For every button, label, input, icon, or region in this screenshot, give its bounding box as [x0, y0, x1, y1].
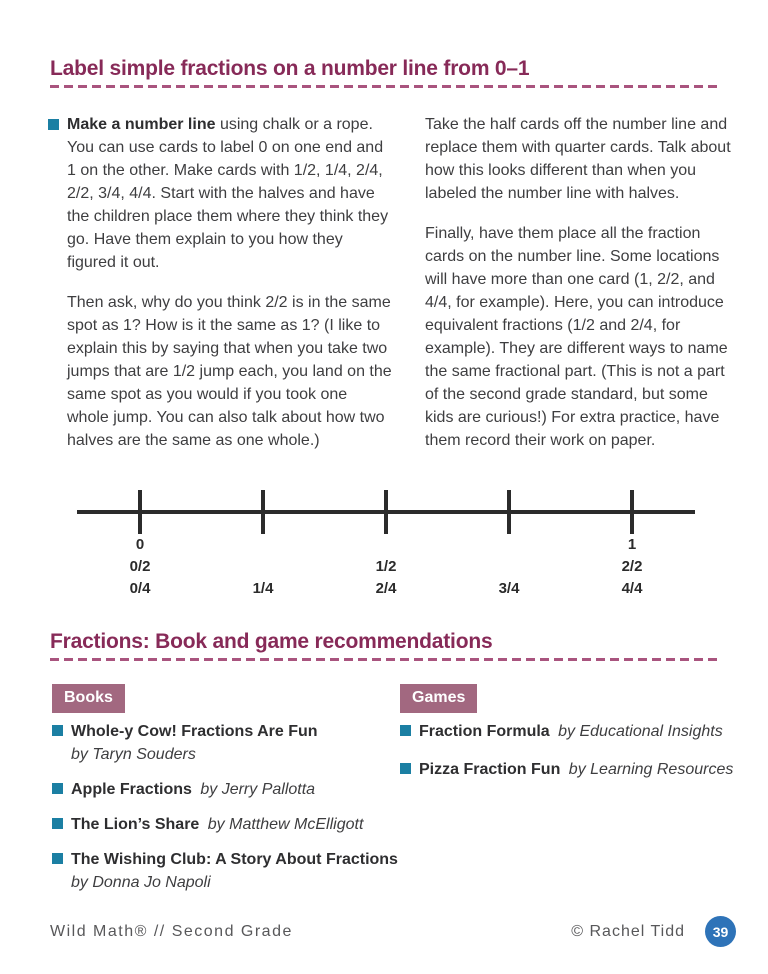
- number-line-figure: [0, 488, 768, 600]
- square-bullet-icon: [52, 818, 63, 829]
- tick-label: 0: [135, 536, 145, 553]
- left-column: [48, 113, 392, 469]
- tick-labels-1: [223, 534, 303, 600]
- square-bullet-icon: [52, 783, 63, 794]
- footer-book-title: Wild Math® // Second Grade: [50, 922, 293, 940]
- footer-copyright: © Rachel Tidd: [571, 922, 685, 940]
- game-list-item: [400, 720, 742, 743]
- tick-label: 3/4: [498, 580, 520, 597]
- book-title: Apple Fractions: [71, 781, 192, 798]
- game-title: Fraction Formula: [419, 723, 550, 740]
- book-list-item: [52, 813, 400, 836]
- dashed-divider: [50, 658, 718, 661]
- book-list-item: [52, 778, 400, 801]
- games-badge: Games: [400, 684, 477, 713]
- square-bullet-icon: [52, 725, 63, 736]
- paragraph-half-cards: Take the half cards off the number line and replace them with quarter cards. Talk about how this looks different than when you labeled the number line with halves.: [425, 116, 731, 202]
- page-footer: [50, 916, 736, 947]
- book-entry: [71, 778, 315, 801]
- tick-mark-4: [630, 490, 634, 534]
- games-column: [400, 684, 742, 906]
- tick-mark-1: [261, 490, 265, 534]
- book-title: The Wishing Club: A Story About Fractions: [71, 851, 398, 868]
- books-badge: Books: [52, 684, 125, 713]
- tick-labels-3: [469, 534, 549, 600]
- tick-label: [346, 534, 426, 556]
- tick-label: 4/4: [621, 580, 643, 597]
- tick-label: 1: [627, 536, 637, 553]
- game-entry: [419, 758, 733, 781]
- tick-label: [469, 556, 549, 578]
- square-bullet-icon: [48, 119, 59, 130]
- book-entry: [71, 720, 318, 766]
- book-entry: [71, 848, 398, 894]
- book-author: by Donna Jo Napoli: [71, 874, 211, 891]
- paragraph-lead: Make a number line: [67, 116, 216, 133]
- tick-label: [223, 556, 303, 578]
- instruction-columns: [48, 113, 738, 469]
- paragraph-then-ask: Then ask, why do you think 2/2 is in the same spot as 1? How is it the same as 1? (I like to explain this by saying that when you take two jumps that are 1/2 jump each, you land on the same spot as you would if you took one whole jump. You can also talk about how two halves are the same as one whole.): [67, 294, 392, 449]
- tick-mark-2: [384, 490, 388, 534]
- right-column: [425, 113, 738, 469]
- book-author: by Jerry Pallotta: [200, 781, 316, 798]
- section2-title: Fractions: Book and game recommendations: [50, 630, 493, 653]
- page-number-badge: 39: [705, 916, 736, 947]
- tick-label: 1/2: [375, 558, 397, 575]
- section2-header: [50, 630, 718, 661]
- paragraph-finally: Finally, have them place all the fraction cards on the number line. Some locations will have more than one card (1, 2/2, and 4/4, for example). Here, you can introduce equivalent fractions (1/2 and 2/4, for example). They are different ways to name the same fractional part. (This is not a part of the second grade standard, but some kids are curious!) For extra practice, have them record their work on paper.: [425, 225, 728, 449]
- game-author: by Learning Resources: [568, 761, 734, 778]
- tick-label: 0/4: [129, 580, 151, 597]
- game-title: Pizza Fraction Fun: [419, 761, 561, 778]
- book-list-item: [52, 848, 400, 894]
- tick-label: 2/4: [375, 580, 397, 597]
- tick-label: [223, 534, 303, 556]
- section1-title: Label simple fractions on a number line from 0–1: [50, 57, 530, 80]
- tick-label: 2/2: [621, 558, 643, 575]
- book-list-item: [52, 720, 400, 766]
- game-entry: [419, 720, 723, 743]
- books-column: [52, 684, 400, 906]
- book-author: by Taryn Souders: [71, 746, 196, 763]
- book-title: Whole-y Cow! Fractions Are Fun: [71, 723, 318, 740]
- paragraph-make-number-line: [48, 113, 392, 274]
- tick-label: 1/4: [252, 580, 274, 597]
- tick-labels-2: [346, 534, 426, 600]
- tick-label: [469, 534, 549, 556]
- tick-mark-0: [138, 490, 142, 534]
- square-bullet-icon: [400, 763, 411, 774]
- tick-labels-4: [592, 534, 672, 600]
- tick-label: 0/2: [129, 558, 151, 575]
- book-author: by Matthew McElligott: [207, 816, 364, 833]
- square-bullet-icon: [400, 725, 411, 736]
- tick-labels-0: [100, 534, 180, 600]
- paragraph-body: using chalk or a rope. You can use cards to label 0 on one end and 1 on the other. Make cards with 1/2, 1/4, 2/4, 2/2, 3/4, 4/4. Start with the halves and have the children place them where they think they go. Have them explain to you how they figured it out.: [67, 116, 389, 271]
- tick-mark-3: [507, 490, 511, 534]
- square-bullet-icon: [52, 853, 63, 864]
- dashed-divider: [50, 85, 718, 88]
- paragraph-text: [67, 113, 392, 274]
- footer-right-group: [571, 916, 736, 947]
- game-list-item: [400, 758, 742, 781]
- game-author: by Educational Insights: [558, 723, 723, 740]
- section1-header: [50, 57, 718, 88]
- book-title: The Lion’s Share: [71, 816, 200, 833]
- recommendations: [52, 684, 742, 906]
- book-entry: [71, 813, 363, 836]
